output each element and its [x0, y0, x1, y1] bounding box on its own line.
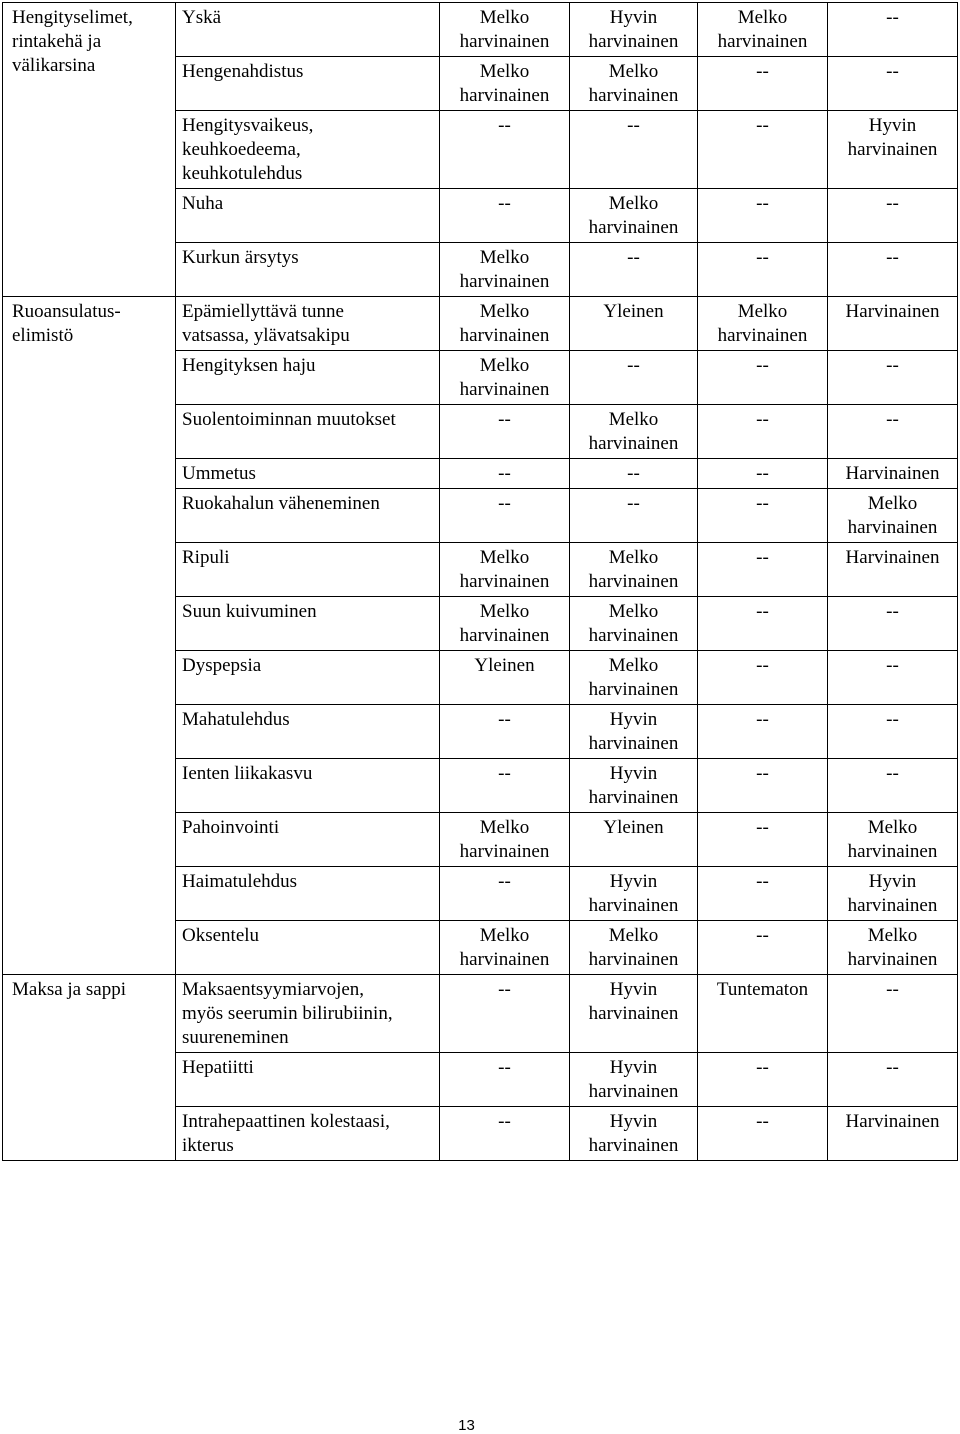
frequency-cell: -- — [570, 243, 698, 297]
frequency-cell: -- — [698, 405, 828, 459]
frequency-cell: -- — [570, 351, 698, 405]
frequency-cell: -- — [440, 705, 570, 759]
frequency-cell: -- — [698, 813, 828, 867]
frequency-cell: -- — [828, 405, 958, 459]
frequency-cell: -- — [828, 975, 958, 1053]
frequency-cell: -- — [698, 597, 828, 651]
adverse-effect-label: Intrahepaattinen kolestaasi, ikterus — [176, 1107, 440, 1161]
frequency-cell: -- — [698, 57, 828, 111]
frequency-cell: -- — [828, 57, 958, 111]
frequency-cell: -- — [828, 759, 958, 813]
frequency-cell: Harvinainen — [828, 297, 958, 351]
frequency-cell: Melko harvinainen — [570, 405, 698, 459]
frequency-cell: Melko harvinainen — [698, 297, 828, 351]
frequency-cell: -- — [698, 351, 828, 405]
frequency-cell: Yleinen — [440, 651, 570, 705]
adverse-effect-label: Nuha — [176, 189, 440, 243]
frequency-cell: -- — [828, 651, 958, 705]
adverse-effect-label: Pahoinvointi — [176, 813, 440, 867]
frequency-cell: Melko harvinainen — [440, 921, 570, 975]
frequency-cell: -- — [698, 867, 828, 921]
adverse-effect-label: Oksentelu — [176, 921, 440, 975]
table-row — [3, 3, 958, 57]
frequency-cell: Melko harvinainen — [828, 489, 958, 543]
frequency-cell: Melko harvinainen — [440, 243, 570, 297]
organ-category-cell: Maksa ja sappi — [3, 975, 176, 1161]
adverse-effect-label: Ienten liikakasvu — [176, 759, 440, 813]
frequency-cell: -- — [440, 489, 570, 543]
frequency-cell: Melko harvinainen — [828, 921, 958, 975]
frequency-cell: -- — [440, 759, 570, 813]
frequency-cell: Melko harvinainen — [570, 921, 698, 975]
page-number: 13 — [458, 1417, 475, 1434]
adverse-effect-label: Maksaentsyymiarvojen, myös seerumin bilirubiinin, suureneminen — [176, 975, 440, 1053]
frequency-cell: -- — [828, 243, 958, 297]
frequency-cell: Hyvin harvinainen — [570, 975, 698, 1053]
frequency-cell: -- — [828, 189, 958, 243]
adverse-effect-label: Kurkun ärsytys — [176, 243, 440, 297]
adverse-effect-label: Hengenahdistus — [176, 57, 440, 111]
frequency-cell: Melko harvinainen — [440, 543, 570, 597]
adverse-effect-label: Haimatulehdus — [176, 867, 440, 921]
frequency-cell: Hyvin harvinainen — [570, 867, 698, 921]
frequency-cell: -- — [440, 1107, 570, 1161]
frequency-cell: Melko harvinainen — [570, 57, 698, 111]
adverse-effect-label: Suolentoiminnan muutokset — [176, 405, 440, 459]
frequency-cell: -- — [828, 705, 958, 759]
table-body — [3, 3, 958, 1161]
frequency-cell: Melko harvinainen — [440, 351, 570, 405]
frequency-cell: -- — [698, 543, 828, 597]
frequency-cell: -- — [698, 243, 828, 297]
frequency-cell: -- — [570, 111, 698, 189]
adverse-effect-label: Hengitysvaikeus, keuhkoedeema, keuhkotulehdus — [176, 111, 440, 189]
frequency-cell: -- — [698, 189, 828, 243]
frequency-cell: -- — [698, 489, 828, 543]
adverse-effect-label: Ummetus — [176, 459, 440, 489]
frequency-cell: -- — [698, 1107, 828, 1161]
frequency-cell: -- — [828, 3, 958, 57]
table-row — [3, 297, 958, 351]
frequency-cell: -- — [440, 405, 570, 459]
frequency-cell: -- — [440, 459, 570, 489]
frequency-cell: -- — [440, 975, 570, 1053]
frequency-cell: Melko harvinainen — [440, 297, 570, 351]
organ-category-cell: Ruoansulatus- elimistö — [3, 297, 176, 975]
frequency-cell: -- — [828, 597, 958, 651]
adverse-effect-label: Hengityksen haju — [176, 351, 440, 405]
frequency-cell: -- — [440, 111, 570, 189]
frequency-cell: Melko harvinainen — [440, 3, 570, 57]
frequency-cell: Yleinen — [570, 813, 698, 867]
frequency-cell: -- — [698, 921, 828, 975]
frequency-cell: Hyvin harvinainen — [570, 3, 698, 57]
frequency-cell: Hyvin harvinainen — [570, 705, 698, 759]
organ-category-cell: Hengityselimet, rintakehä ja välikarsina — [3, 3, 176, 297]
frequency-cell: -- — [698, 651, 828, 705]
table-row — [3, 975, 958, 1053]
frequency-cell: -- — [698, 1053, 828, 1107]
frequency-cell: Melko harvinainen — [440, 813, 570, 867]
frequency-cell: Hyvin harvinainen — [828, 111, 958, 189]
frequency-cell: -- — [570, 459, 698, 489]
frequency-cell: -- — [440, 1053, 570, 1107]
frequency-cell: -- — [828, 1053, 958, 1107]
frequency-cell: Melko harvinainen — [828, 813, 958, 867]
frequency-cell: Hyvin harvinainen — [570, 1107, 698, 1161]
frequency-cell: Harvinainen — [828, 1107, 958, 1161]
frequency-cell: Melko harvinainen — [570, 189, 698, 243]
frequency-cell: -- — [440, 867, 570, 921]
frequency-cell: -- — [828, 351, 958, 405]
frequency-cell: -- — [698, 111, 828, 189]
adverse-effect-label: Epämiellyttävä tunne vatsassa, ylävatsakipu — [176, 297, 440, 351]
adverse-effect-label: Hepatiitti — [176, 1053, 440, 1107]
adverse-effect-label: Ripuli — [176, 543, 440, 597]
adverse-effects-table — [2, 2, 958, 1161]
frequency-cell: Hyvin harvinainen — [828, 867, 958, 921]
frequency-cell: Melko harvinainen — [440, 597, 570, 651]
frequency-cell: Harvinainen — [828, 459, 958, 489]
frequency-cell: Tuntematon — [698, 975, 828, 1053]
adverse-effect-label: Ruokahalun väheneminen — [176, 489, 440, 543]
frequency-cell: -- — [698, 759, 828, 813]
frequency-cell: -- — [698, 459, 828, 489]
frequency-cell: Yleinen — [570, 297, 698, 351]
frequency-cell: Hyvin harvinainen — [570, 759, 698, 813]
adverse-effect-label: Yskä — [176, 3, 440, 57]
frequency-cell: Melko harvinainen — [698, 3, 828, 57]
frequency-cell: Harvinainen — [828, 543, 958, 597]
adverse-effect-label: Mahatulehdus — [176, 705, 440, 759]
frequency-cell: Melko harvinainen — [570, 543, 698, 597]
frequency-cell: Melko harvinainen — [570, 597, 698, 651]
frequency-cell: -- — [440, 189, 570, 243]
adverse-effect-label: Dyspepsia — [176, 651, 440, 705]
frequency-cell: -- — [698, 705, 828, 759]
frequency-cell: Melko harvinainen — [570, 651, 698, 705]
frequency-cell: Melko harvinainen — [440, 57, 570, 111]
frequency-cell: Hyvin harvinainen — [570, 1053, 698, 1107]
frequency-cell: -- — [570, 489, 698, 543]
adverse-effect-label: Suun kuivuminen — [176, 597, 440, 651]
